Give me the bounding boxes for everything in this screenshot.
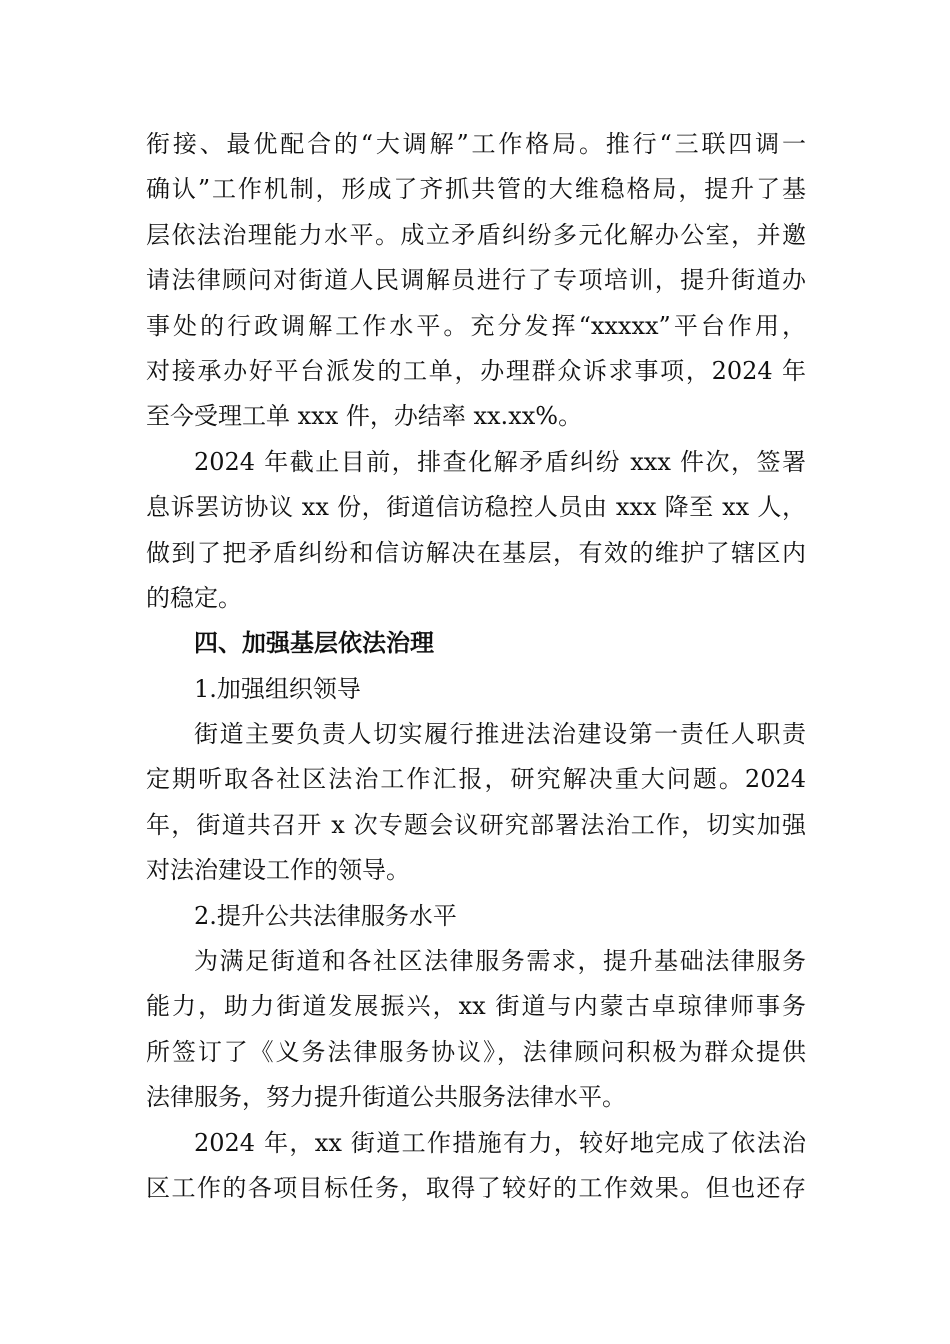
text-line: 为满足街道和各社区法律服务需求，提升基础法律服务 (194, 947, 806, 976)
subsection-title-leadership: 1.加强组织领导 (194, 674, 361, 703)
text-line: 对接承办好平台派发的工单，办理群众诉求事项，2024 年 (146, 356, 806, 385)
text-line: 至今受理工单 xxx 件，办结率 xx.xx%。 (146, 402, 583, 431)
section-heading: 四、加强基层依法治理 (194, 629, 434, 658)
paragraph-mediation (146, 122, 806, 440)
text-line: 2024 年，xx 街道工作措施有力，较好地完成了依法治 (194, 1128, 806, 1157)
text-line: 对法治建设工作的领导。 (146, 856, 410, 885)
text-line: 衔接、最优配合的“大调解”工作格局。推行“三联四调一 (146, 130, 806, 158)
text-line: 定期听取各社区法治工作汇报，研究解决重大问题。2024 (146, 765, 806, 794)
text-line: 2024 年截止目前，排查化解矛盾纠纷 xxx 件次，签署 (194, 447, 806, 476)
paragraph-closing (146, 1121, 806, 1212)
text-line: 区工作的各项目标任务，取得了较好的工作效果。但也还存 (146, 1173, 806, 1202)
text-line: 年，街道共召开 x 次专题会议研究部署法治工作，切实加强 (146, 810, 806, 839)
text-line: 能力，助力街道发展振兴，xx 街道与内蒙古卓琼律师事务 (146, 992, 806, 1021)
text-line: 请法律顾问对街道人民调解员进行了专项培训，提升街道办 (146, 266, 806, 295)
text-line: 所签订了《义务法律服务协议》，法律顾问积极为群众提供 (146, 1037, 806, 1066)
text-line: 事处的行政调解工作水平。充分发挥“xxxxx”平台作用， (146, 311, 806, 340)
document-page (146, 122, 806, 1211)
text-line: 的稳定。 (146, 583, 242, 612)
subsection-title-legal-services: 2.提升公共法律服务水平 (194, 901, 457, 930)
text-line: 息诉罢访协议 xx 份，街道信访稳控人员由 xxx 降至 xx 人， (146, 493, 806, 522)
paragraph-legal-services (146, 939, 806, 1121)
text-line: 街道主要负责人切实履行推进法治建设第一责任人职责 (194, 720, 806, 749)
text-line: 层依法治理能力水平。成立矛盾纠纷多元化解办公室，并邀 (146, 220, 806, 249)
text-line: 法律服务，努力提升街道公共服务法律水平。 (146, 1083, 626, 1112)
paragraph-disputes (146, 440, 806, 622)
text-line: 做到了把矛盾纠纷和信访解决在基层，有效的维护了辖区内 (146, 538, 806, 567)
text-line: 确认”工作机制，形成了齐抓共管的大维稳格局，提升了基 (146, 175, 806, 204)
paragraph-leadership (146, 712, 806, 894)
